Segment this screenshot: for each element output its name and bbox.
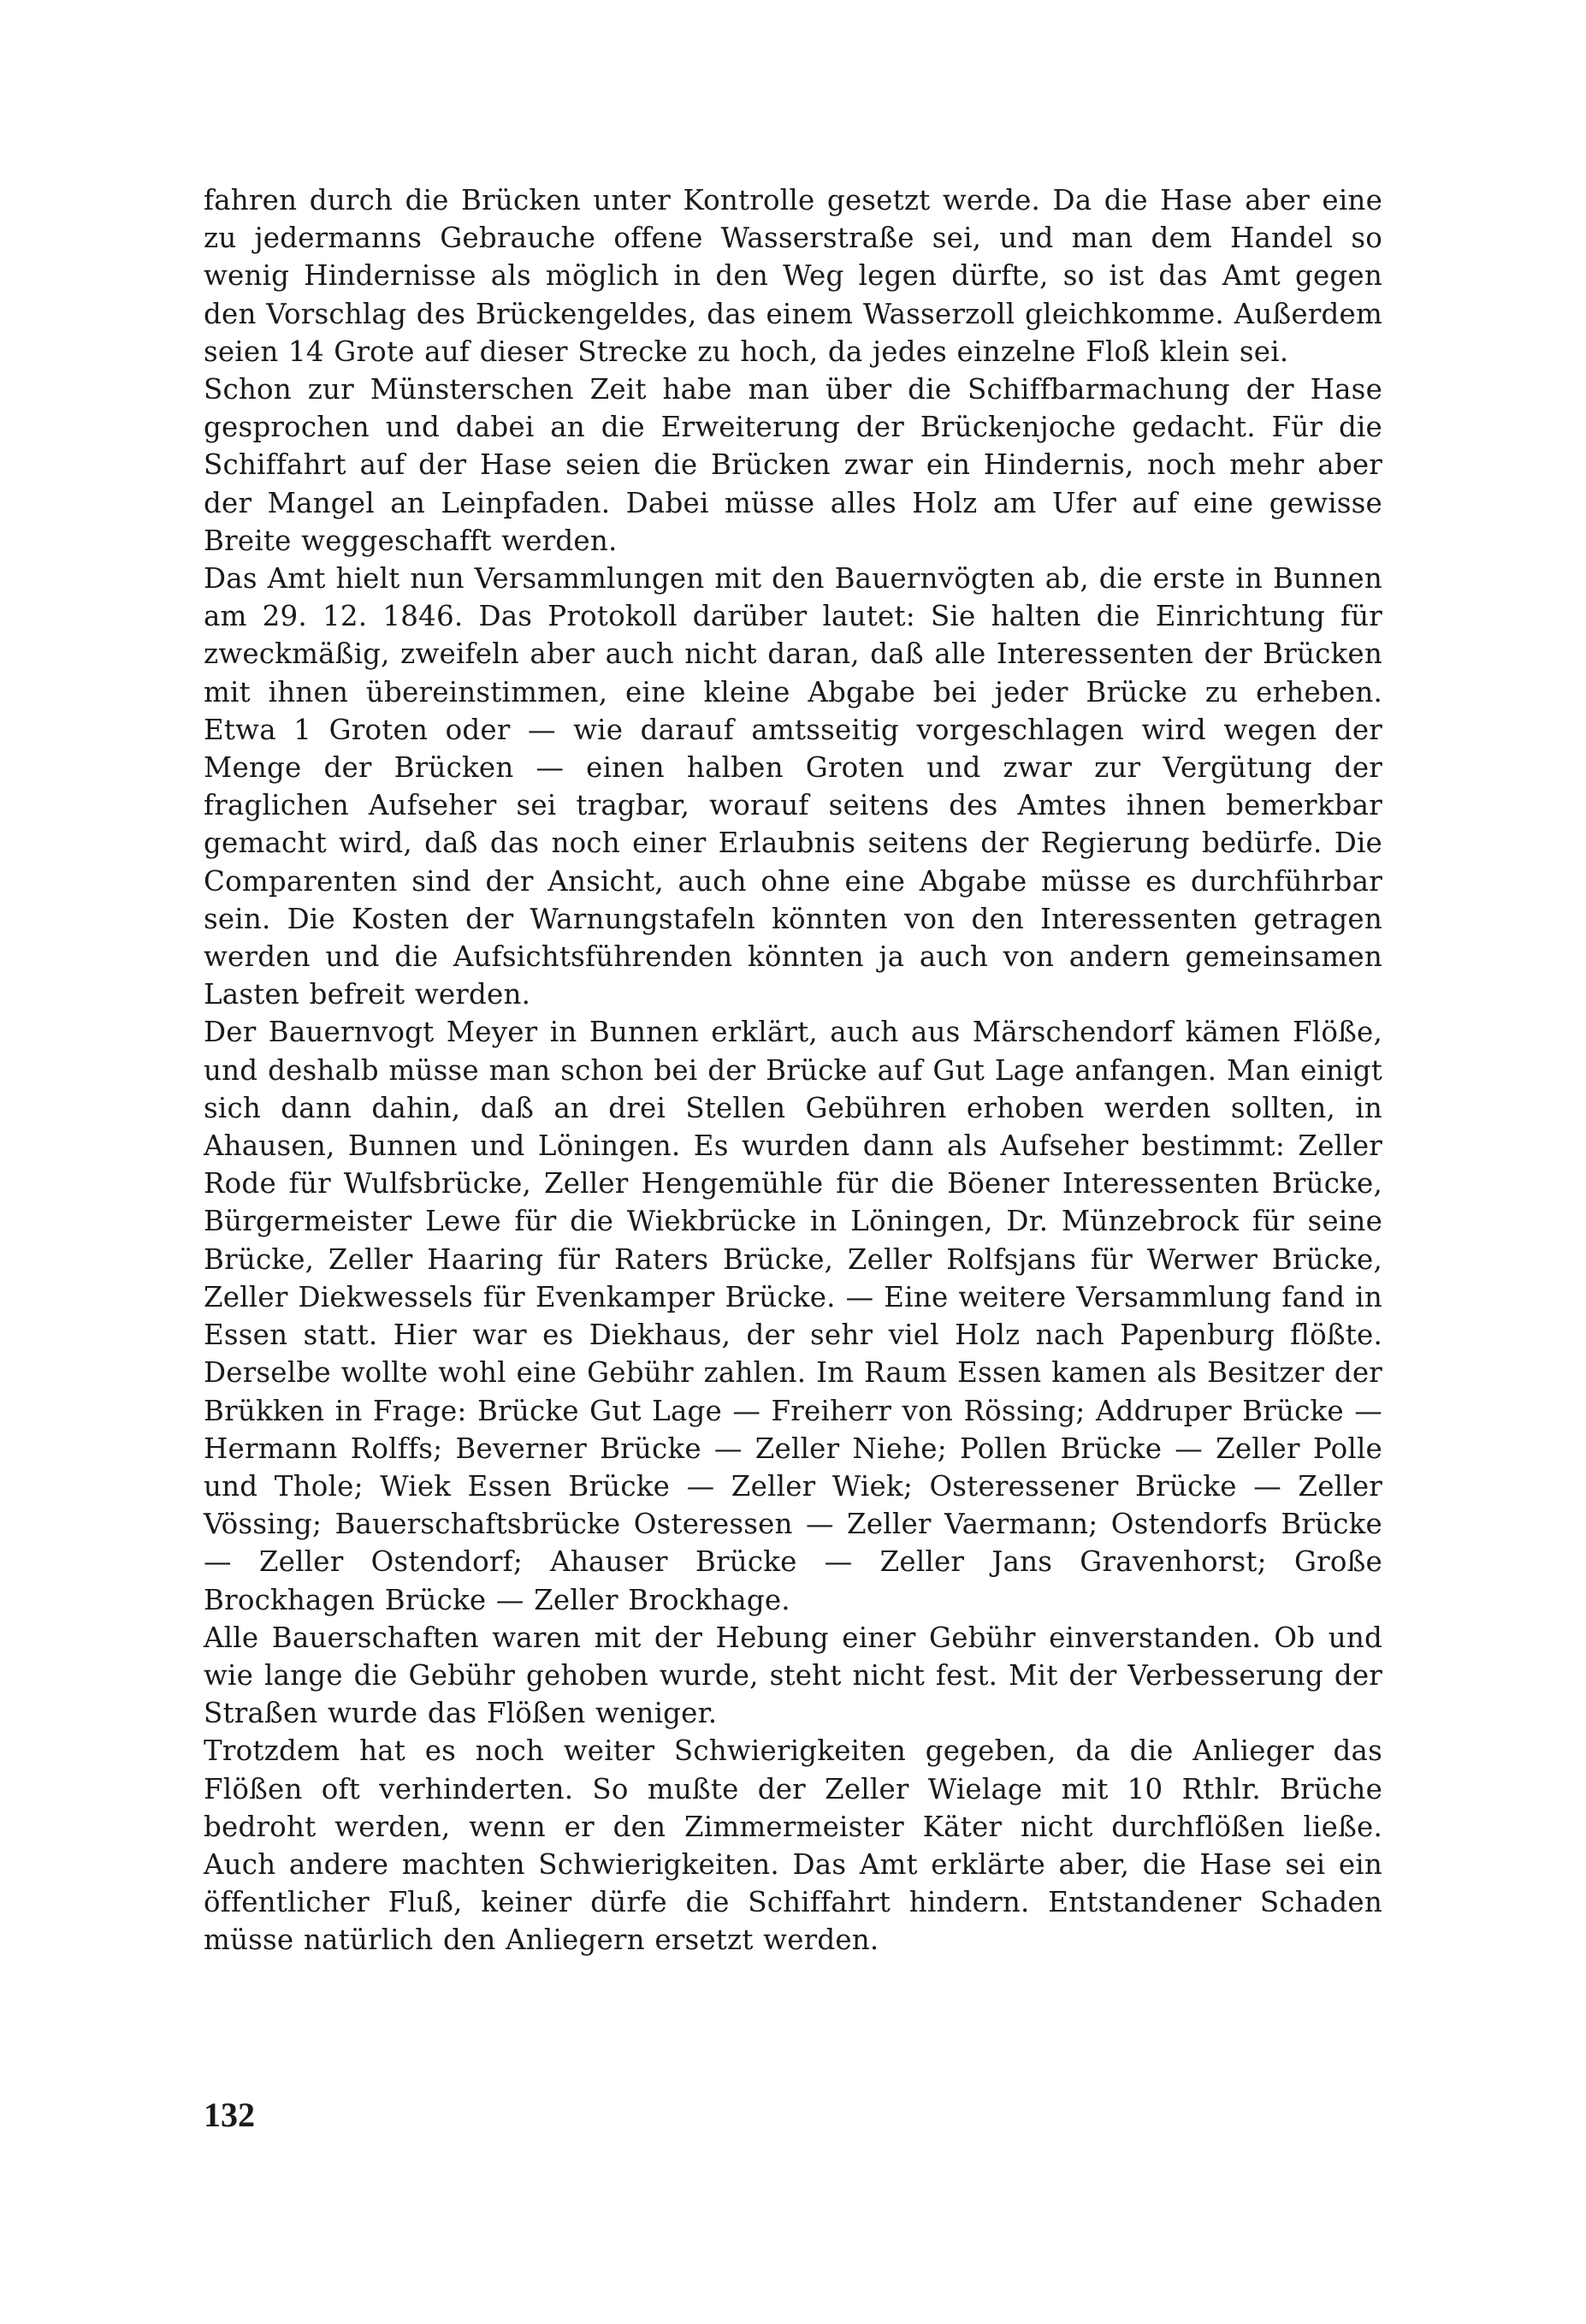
body-text bbox=[204, 181, 1382, 1959]
paragraph: Das Amt hielt nun Versammlungen mit den Bauernvögten ab, die erste in Bunnen am 29. 12. 1846. Das Protokoll darüber lautet: Sie halten die Einrichtung für zweckmäßig, zweifeln aber auch nicht daran, daß alle Interessenten der Brücken mit ihnen übereinstimmen, eine kleine Abgabe bei jeder Brücke zu erheben. Etwa 1 Groten oder — wie darauf amtsseitig vorgeschlagen wird wegen der Menge der Brücken — einen halben Groten und zwar zur Vergütung der fraglichen Aufseher sei tragbar, worauf seitens des Amtes ihnen bemerkbar gemacht wird, daß das noch einer Erlaubnis seitens der Regierung bedürfe. Die Comparenten sind der Ansicht, auch ohne eine Abgabe müsse es durchführbar sein. Die Kosten der Warnungstafeln könnten von den Interessenten getragen werden und die Aufsichtsführenden könnten ja auch von andern gemeinsamen Lasten befreit werden. bbox=[204, 562, 1382, 1011]
paragraph: fahren durch die Brücken unter Kontrolle gesetzt werde. Da die Hase aber eine zu jedermanns Gebrauche offene Wasserstraße sei, und man dem Handel so wenig Hindernisse als möglich in den Weg legen dürfte, so ist das Amt gegen den Vorschlag des Brückengeldes, das einem Wasserzoll gleichkomme. Außerdem seien 14 Grote auf dieser Strecke zu hoch, da jedes einzelne Floß klein sei. bbox=[204, 184, 1382, 368]
paragraph: Der Bauernvogt Meyer in Bunnen erklärt, auch aus Märschendorf kämen Flöße, und deshalb müsse man schon bei der Brücke auf Gut Lage anfangen. Man einigt sich dann dahin, daß an drei Stellen Gebühren erhoben werden sollten, in Ahausen, Bunnen und Löningen. Es wurden dann als Aufseher bestimmt: Zeller Rode für Wulfsbrücke, Zeller Hengemühle für die Böener Interessenten Brücke, Bürgermeister Lewe für die Wiekbrücke in Löningen, Dr. Münzebrock für seine Brücke, Zeller Haaring für Raters Brücke, Zeller Rolfsjans für Werwer Brücke, Zeller Diekwessels für Evenkamper Brücke. — Eine weitere Versammlung fand in Essen statt. Hier war es Diekhaus, der sehr viel Holz nach Papenburg flößte. Derselbe wollte wohl eine Gebühr zahlen. Im Raum Essen kamen als Besitzer der Brükken in Frage: Brücke Gut Lage — Freiherr von Rössing; Addruper Brücke — Hermann Rolffs; Beverner Brücke — Zeller Niehe; Pollen Brücke — Zeller Polle und Thole; Wiek Essen Brücke — Zeller Wiek; Osteressener Brücke — Zeller Vössing; Bauerschaftsbrücke Osteressen — Zeller Vaermann; Ostendorfs Brücke — Zeller Ostendorf; Ahauser Brücke — Zeller Jans Gravenhorst; Große Brockhagen Brücke — Zeller Brockhage. bbox=[204, 1016, 1382, 1616]
paragraph: Schon zur Münsterschen Zeit habe man über die Schiffbarmachung der Hase gesprochen und dabei an die Erweiterung der Brückenjoche gedacht. Für die Schiffahrt auf der Hase seien die Brücken zwar ein Hindernis, noch mehr aber der Mangel an Leinpfaden. Dabei müsse alles Holz am Ufer auf eine gewisse Breite weggeschafft werden. bbox=[204, 373, 1382, 557]
paragraph: Alle Bauerschaften waren mit der Hebung einer Gebühr einverstanden. Ob und wie lange die Gebühr gehoben wurde, steht nicht fest. Mit der Verbesserung der Straßen wurde das Flößen weniger. bbox=[204, 1621, 1382, 1730]
page-number: 132 bbox=[204, 2096, 255, 2134]
paragraph: Trotzdem hat es noch weiter Schwierigkeiten gegeben, da die Anlieger das Flößen oft verhinderten. So mußte der Zeller Wielage mit 10 Rthlr. Brüche bedroht werden, wenn er den Zimmermeister Käter nicht durchflößen ließe. Auch andere machten Schwierigkeiten. Das Amt erklärte aber, die Hase sei ein öffentlicher Fluß, keiner dürfe die Schiffahrt hindern. Entstandener Schaden müsse natürlich den Anliegern ersetzt werden. bbox=[204, 1734, 1382, 1957]
